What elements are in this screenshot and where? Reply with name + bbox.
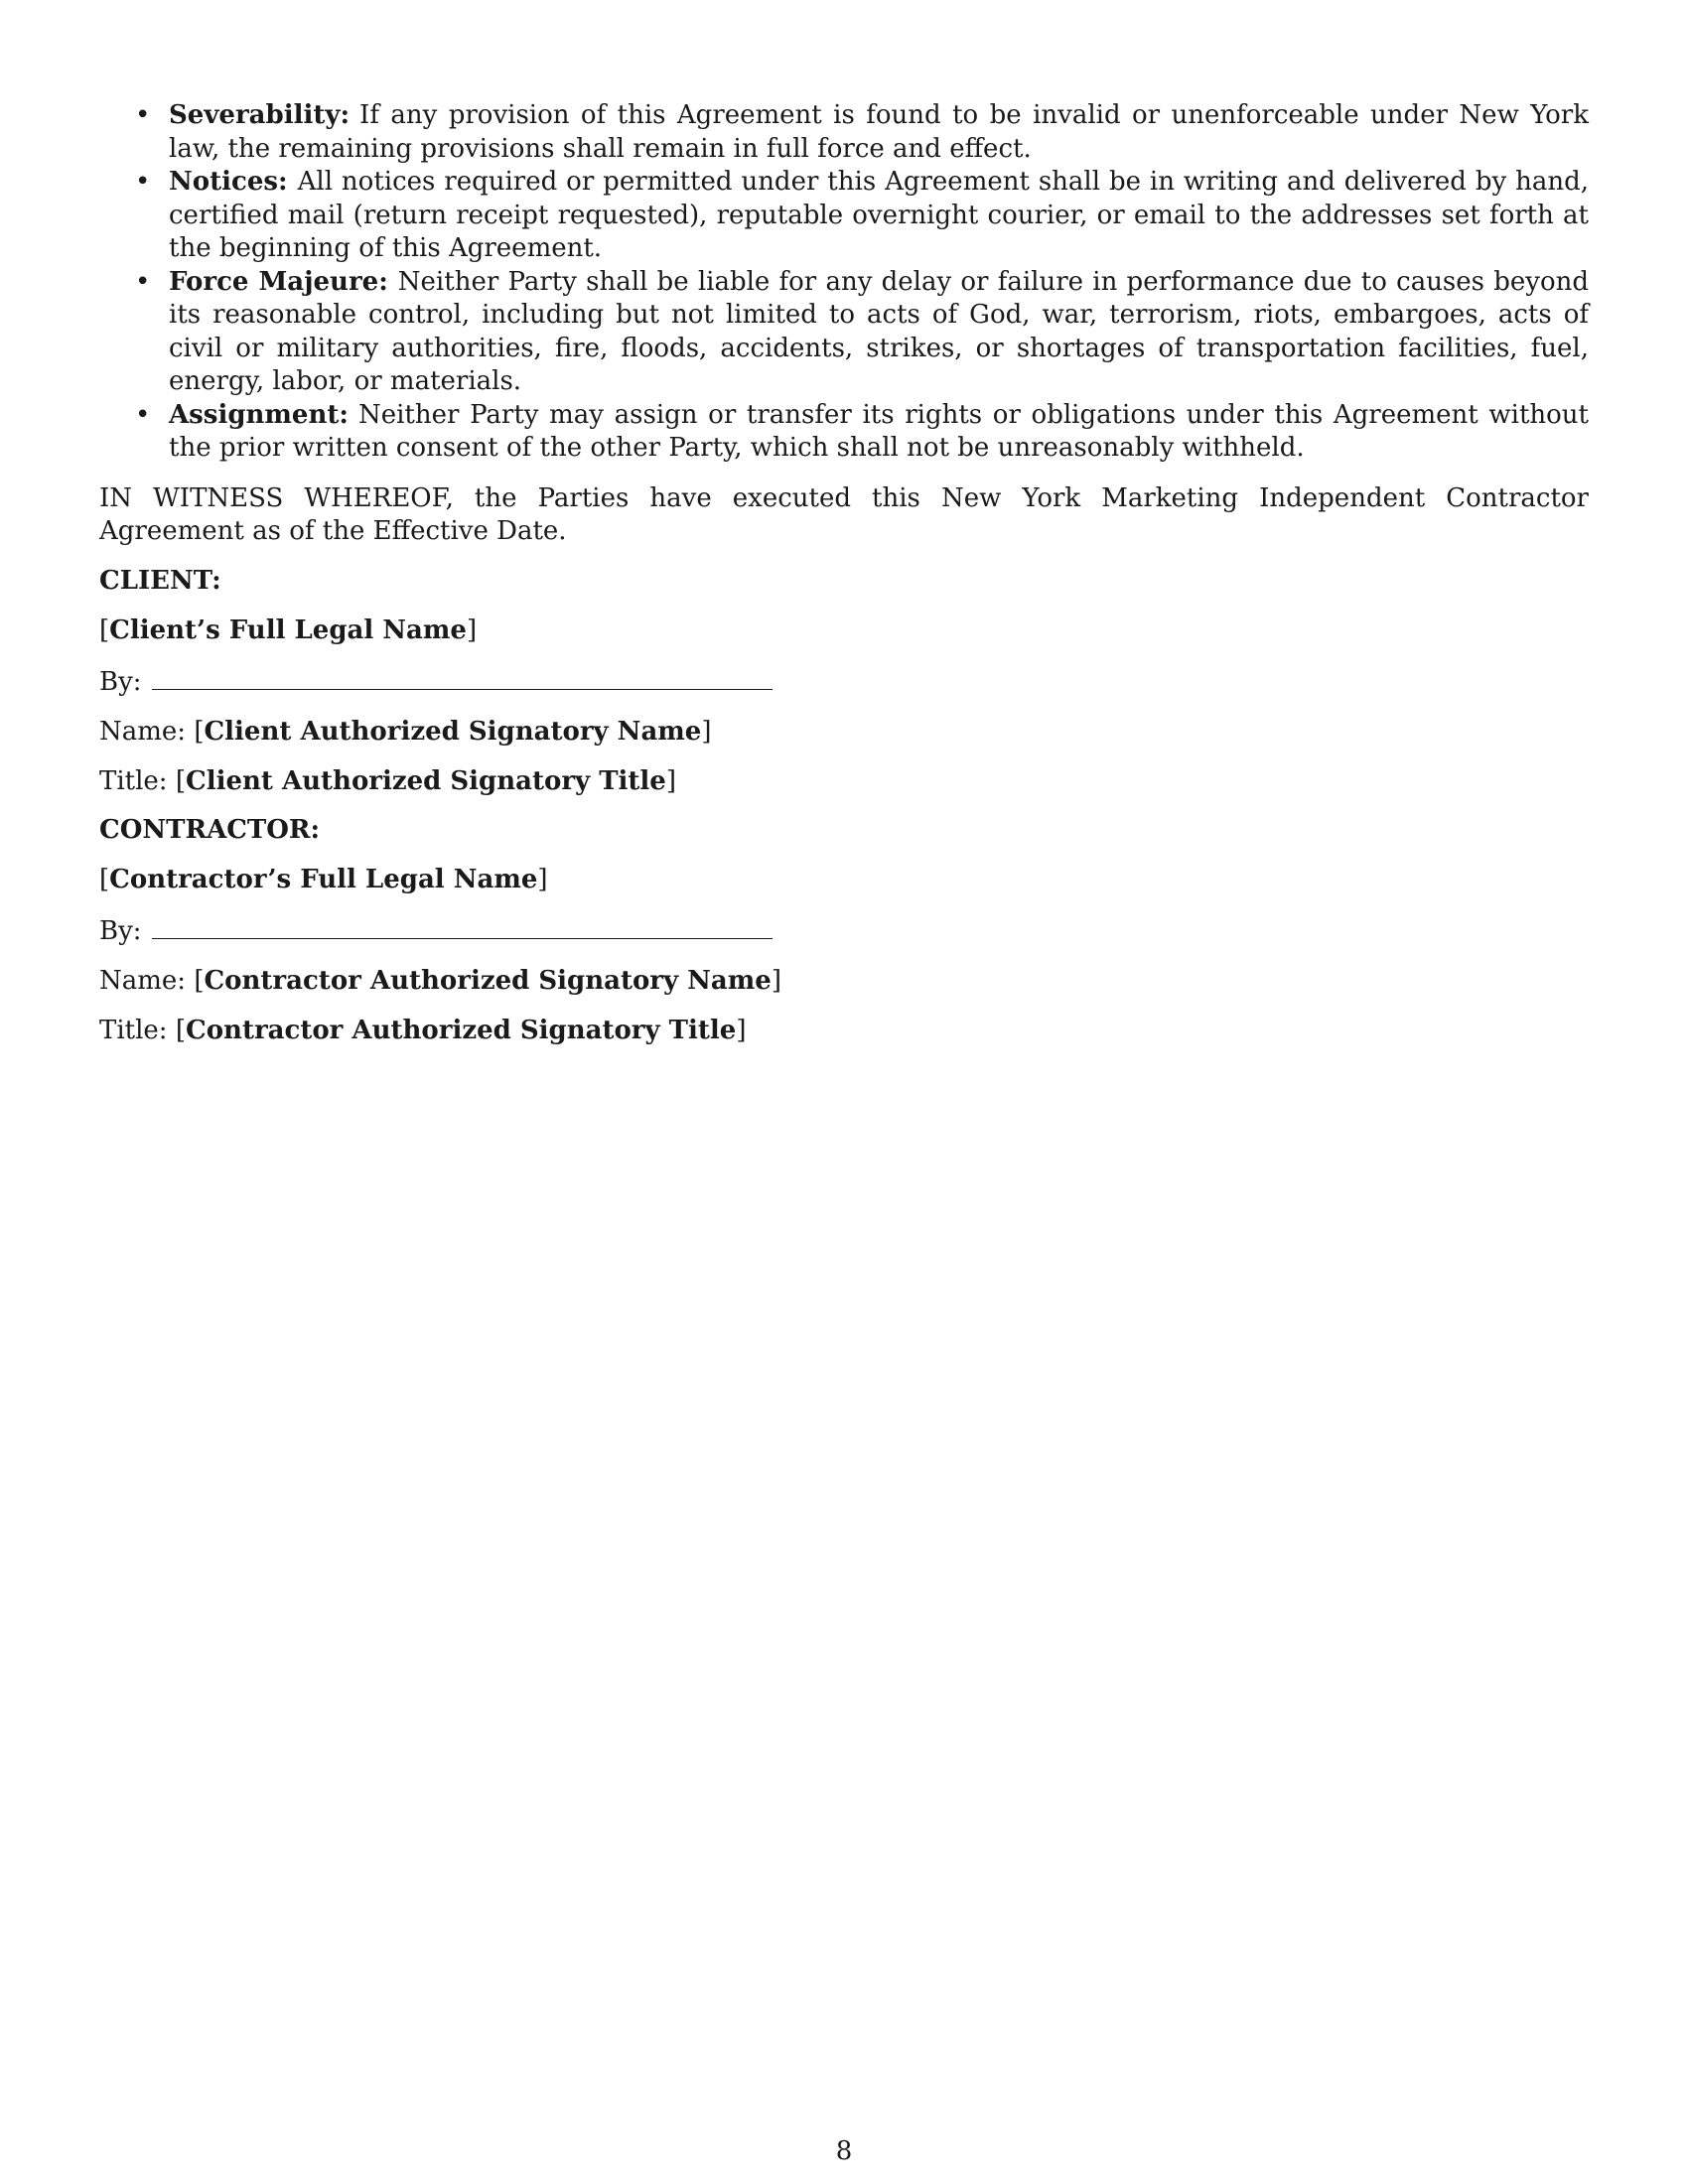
clause-title: Notices: [169,167,288,197]
clause-text: Neither Party shall be liable for any delay or failure in performance due to causes beyond its reasonable control, including but not limited to acts of God, war, terrorism, riots, embargoes, acts of civil or military authorities, fire, floods, accidents, strikes, or shortages of transportation facilities, fuel, energy, labor, or materials. [169,266,1589,396]
bullet-point: • [135,167,151,197]
contractor-signature-line [99,912,1589,948]
client-heading: CLIENT: [99,565,221,596]
contractor-name-label: Name: [99,965,187,996]
client-title-value: Client Authorized Signatory Title [186,765,666,796]
clause-list [99,99,1589,466]
contractor-title-line: Title: [Contractor Authorized Signatory Title] [99,1015,747,1045]
contractor-signature-block [99,813,1589,1047]
contractor-signature-field[interactable] [152,912,773,939]
client-title-label: Title: [99,765,168,796]
clause-assignment [135,399,1589,466]
clause-title: Force Majeure: [169,266,388,297]
clause-text: All notices required or permitted under this Agreement shall be in writing and delivered by hand, certified mail (return receipt requested), reputable overnight courier, or email to the addresses set forth at the beginning of this Agreement. [169,167,1589,263]
client-signature-block [99,564,1589,798]
client-by-label: By: [99,666,142,697]
client-signature-field[interactable] [152,663,773,690]
client-legal-name: Client’s Full Legal Name [109,614,467,645]
client-legal-name-line: [Client’s Full Legal Name] [99,614,478,645]
clause-text: Neither Party may assign or transfer its rights or obligations under this Agreement without the prior written consent of the other Party, which shall not be unreasonably withheld. [169,399,1589,463]
contractor-name-line: Name: [Contractor Authorized Signatory Name] [99,965,781,996]
contractor-heading: CONTRACTOR: [99,814,321,845]
witness-statement: IN WITNESS WHEREOF, the Parties have executed this New York Marketing Independent Contractor Agreement as of the Effective Date. [99,482,1589,546]
client-title-line: Title: [Client Authorized Signatory Title] [99,765,676,796]
clause-severability [135,99,1589,166]
clause-title: Assignment: [169,399,349,430]
contractor-title-label: Title: [99,1015,168,1045]
client-signature-line [99,663,1589,699]
client-name-line: Name: [Client Authorized Signatory Name] [99,716,712,747]
clause-title: Severability: [169,100,351,130]
client-name-label: Name: [99,716,187,747]
page-number: 8 [835,2136,853,2166]
bullet-point: • [135,266,151,297]
contractor-legal-name-line: [Contractor’s Full Legal Name] [99,864,548,894]
client-name-value: Client Authorized Signatory Name [204,716,702,747]
bullet-point: • [135,399,151,430]
clause-force-majeure [135,266,1589,399]
contractor-name-value: Contractor Authorized Signatory Name [204,965,772,996]
bullet-point: • [135,100,151,130]
contractor-title-value: Contractor Authorized Signatory Title [186,1015,737,1045]
clause-text: If any provision of this Agreement is found to be invalid or unenforceable under New York law, the remaining provisions shall remain in full force and effect. [169,100,1589,164]
clause-notices [135,166,1589,266]
contractor-legal-name: Contractor’s Full Legal Name [109,864,538,894]
contractor-by-label: By: [99,915,142,946]
